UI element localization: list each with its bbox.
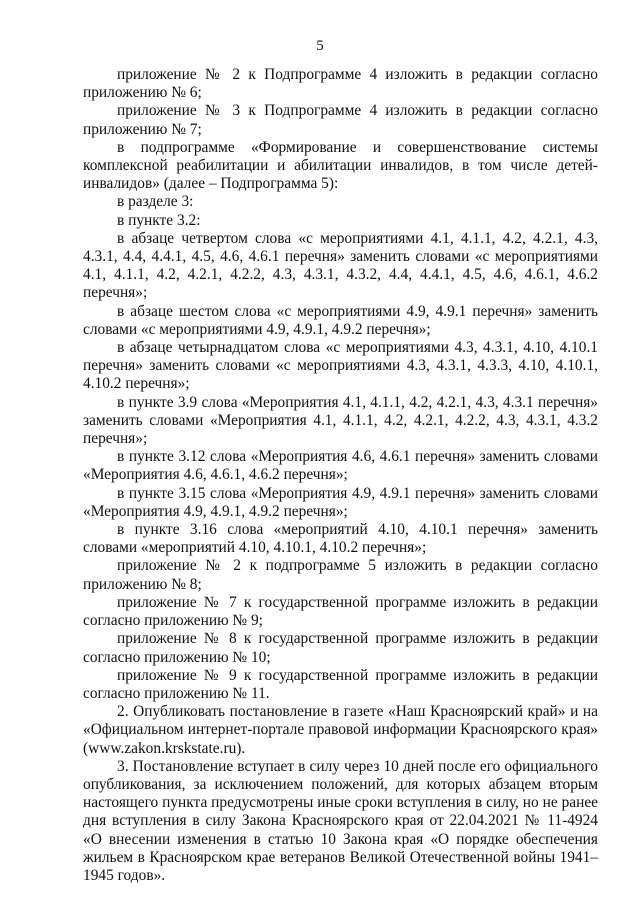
paragraph: приложение № 9 к государственной программе изложить в редакции согласно приложению № 11. — [83, 666, 598, 702]
paragraph: в пункте 3.9 слова «Мероприятия 4.1, 4.1.1, 4.2, 4.2.1, 4.3, 4.3.1 перечня» заменить словами «Мероприятия 4.1, 4.1.1, 4.2, 4.2.1, 4.2.2, 4.3, 4.3.1, 4.3.2 перечня»; — [83, 393, 598, 448]
paragraph: приложение № 2 к Подпрограмме 4 изложить в редакции согласно приложению № 6; — [83, 66, 598, 102]
paragraph: в абзаце четвертом слова «с мероприятиями 4.1, 4.1.1, 4.2, 4.2.1, 4.3, 4.3.1, 4.4, 4.4.1, 4.5, 4.6, 4.6.1 перечня» заменить словами «с мероприятиями 4.1, 4.1.1, 4.2, 4.2.1, 4.2.2, 4.3, 4.3.1, 4.3.2, 4.4, 4.4.1, 4.5, 4.6, 4.6.1, 4.6.2 перечня»; — [83, 229, 598, 302]
paragraph: 3. Постановление вступает в силу через 10 дней после его официального опубликования, за исключением положений, для которых абзацем вторым настоящего пункта предусмотрены иные сроки вступления в силу, но не ранее дня вступления в силу Закона Красноярского края от 22.04.2021 № 11-4924 «О внесении изменения в статью 10 Закона края «О порядке обеспечения жильем в Красноярском крае ветеранов Великой Отечественной войны 1941–1945 годов». — [83, 757, 598, 884]
paragraph: в пункте 3.12 слова «Мероприятия 4.6, 4.6.1 перечня» заменить словами «Мероприятия 4.6, 4.6.1, 4.6.2 перечня»; — [83, 448, 598, 484]
paragraph: в подпрограмме «Формирование и совершенствование системы комплексной реабилитации и абилитации инвалидов, в том числе детей-инвалидов» (далее – Подпрограмма 5): — [83, 138, 598, 193]
paragraph: приложение № 7 к государственной программе изложить в редакции согласно приложению № 9; — [83, 593, 598, 630]
paragraph: в пункте 3.16 слова «мероприятий 4.10, 4.10.1 перечня» заменить словами «мероприятий 4.10, 4.10.1, 4.10.2 перечня»; — [83, 521, 598, 557]
document-body — [83, 66, 598, 885]
page-number: 5 — [316, 38, 324, 54]
paragraph: приложение № 3 к Подпрограмме 4 изложить в редакции согласно приложению № 7; — [83, 102, 598, 138]
paragraph: приложение № 8 к государственной программе изложить в редакции согласно приложению № 10; — [83, 630, 598, 666]
paragraph: в разделе 3: — [117, 193, 194, 211]
paragraph: 2. Опубликовать постановление в газете «Наш Красноярский край» и на «Официальном интернет-портале правовой информации Красноярского края» (www.zakon.krskstate.ru). — [83, 703, 598, 757]
paragraph: в абзаце шестом слова «с мероприятиями 4.9, 4.9.1 перечня» заменить словами «с мероприятиями 4.9, 4.9.1, 4.9.2 перечня»; — [83, 302, 598, 338]
paragraph: в пункте 3.15 слова «Мероприятия 4.9, 4.9.1 перечня» заменить словами «Мероприятия 4.9, 4.9.1, 4.9.2 перечня»; — [83, 484, 598, 520]
paragraph: приложение № 2 к подпрограмме 5 изложить в редакции согласно приложению № 8; — [83, 557, 598, 593]
paragraph: в абзаце четырнадцатом слова «с мероприятиями 4.3, 4.3.1, 4.10, 4.10.1 перечня» заменить словами «с мероприятиями 4.3, 4.3.1, 4.3.3, 4.10, 4.10.1, 4.10.2 перечня»; — [83, 339, 598, 393]
paragraph: в пункте 3.2: — [117, 211, 201, 229]
